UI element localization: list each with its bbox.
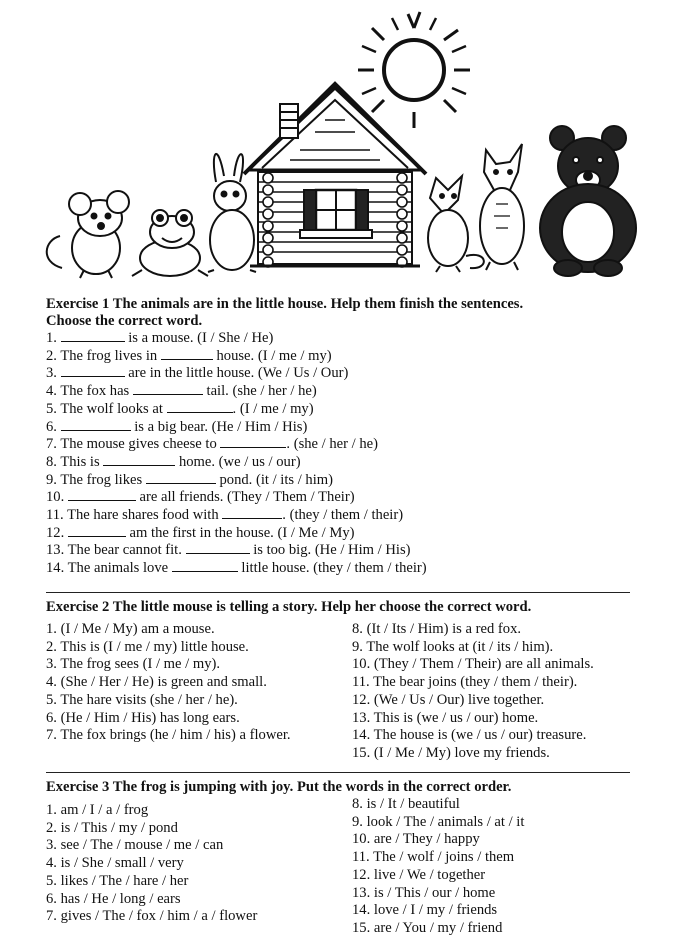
exercise-3-right-column [352, 796, 524, 938]
sentence-start: 6. [46, 418, 61, 435]
sentence-start: 5. The wolf looks at [46, 400, 167, 417]
divider-1 [46, 592, 630, 593]
exercise-3-item: 7. gives / The / fox / him / a / flower [46, 908, 258, 925]
divider-2 [46, 772, 630, 773]
answer-blank[interactable] [222, 507, 282, 519]
bear-figure [540, 126, 636, 276]
exercise-3-item: 9. look / The / animals / at / it [352, 813, 525, 830]
exercise-3-item: 12. live / We / together [352, 866, 486, 883]
exercise-1-title: Exercise 1 The animals are in the little house. Help them finish the sentences. [46, 296, 524, 312]
exercise-3-title: Exercise 3 The frog is jumping with joy. Put the words in the correct order. [46, 779, 512, 795]
exercise-1-sentence [46, 560, 636, 578]
exercise-3-item: 13. is / This / our / home [352, 884, 496, 901]
exercise-1-subtitle: Choose the correct word. [46, 313, 203, 329]
exercise-3-item: 5. likes / The / hare / her [46, 872, 189, 889]
sentence-start: 8. This is [46, 453, 104, 470]
exercise-2-item: 2. This is (I / me / my) little house. [46, 638, 249, 655]
mouse-figure [47, 191, 129, 278]
exercise-1-sentence [46, 454, 636, 472]
sentence-start: 14. The animals love [46, 560, 172, 577]
exercise-1-sentence [46, 383, 636, 401]
exercise-2-item: 15. (I / Me / My) love my friends. [352, 744, 550, 761]
exercise-3-item: 2. is / This / my / pond [46, 819, 178, 836]
sentence-end: pond. (it / its / him) [215, 471, 333, 488]
answer-blank[interactable] [61, 365, 125, 377]
sentence-end: . (I / me / my) [232, 400, 314, 417]
exercise-1-sentence [46, 507, 636, 525]
sentence-start: 7. The mouse gives cheese to [46, 436, 221, 453]
exercise-1-sentence [46, 472, 636, 490]
answer-blank[interactable] [186, 542, 250, 554]
exercise-2 [46, 599, 636, 763]
exercise-1-sentence [46, 330, 636, 348]
sentence-start: 13. The bear cannot fit. [46, 542, 186, 559]
exercise-2-item: 8. (It / Its / Him) is a red fox. [352, 621, 522, 637]
sentence-end: house. (I / me / my) [212, 347, 332, 364]
answer-blank[interactable] [161, 348, 213, 360]
sun-icon [358, 12, 470, 128]
exercise-3-item: 6. has / He / long / ears [46, 890, 181, 907]
exercise-1 [46, 296, 636, 578]
sentence-start: 4. The fox has [46, 383, 133, 400]
log-cabin [244, 84, 426, 267]
exercise-2-item: 5. The hare visits (she / her / he). [46, 691, 238, 708]
sentence-start: 1. [46, 330, 61, 346]
sentence-end: . (she / her / he) [286, 436, 378, 453]
answer-blank[interactable] [172, 560, 238, 572]
exercise-2-item: 11. The bear joins (they / them / their). [352, 674, 578, 691]
answer-blank[interactable] [68, 489, 136, 501]
answer-blank[interactable] [167, 401, 233, 413]
answer-blank[interactable] [103, 454, 175, 466]
exercise-2-title: Exercise 2 The little mouse is telling a story. Help her choose the correct word. [46, 599, 532, 615]
sentence-start: 9. The frog likes [46, 471, 146, 488]
exercise-1-items [46, 330, 636, 578]
exercise-2-item: 13. This is (we / us / our) home. [352, 709, 539, 726]
answer-blank[interactable] [61, 330, 125, 342]
exercise-2-item: 12. (We / Us / Our) live together. [352, 691, 545, 708]
exercise-3-item: 4. is / She / small / very [46, 855, 184, 872]
exercise-2-item: 9. The wolf looks at (it / its / him). [352, 638, 554, 655]
sentence-end: are all friends. (They / Them / Their) [135, 489, 355, 506]
exercise-3-item: 8. is / It / beautiful [352, 796, 460, 812]
exercise-3-item: 14. love / I / my / friends [352, 902, 498, 919]
exercise-3-left-column [46, 796, 352, 938]
exercise-1-sentence [46, 348, 636, 366]
answer-blank[interactable] [146, 472, 216, 484]
sentence-end: home. (we / us / our) [175, 453, 301, 470]
sentence-end: is too big. (He / Him / His) [249, 542, 411, 559]
exercise-1-sentence [46, 489, 636, 507]
exercise-3 [46, 779, 636, 938]
exercise-3-item: 3. see / The / mouse / me / can [46, 837, 224, 854]
answer-blank[interactable] [220, 436, 286, 448]
answer-blank[interactable] [61, 419, 131, 431]
sentence-end: tail. (she / her / he) [202, 383, 317, 400]
exercise-1-sentence [46, 419, 636, 437]
sentence-start: 11. The hare shares food with [46, 507, 223, 524]
exercise-2-item: 4. (She / Her / He) is green and small. [46, 674, 267, 691]
exercise-3-item: 11. The / wolf / joins / them [352, 849, 515, 866]
sentence-start: 10. [46, 489, 68, 506]
exercise-2-right-column [352, 621, 594, 763]
sentence-end: little house. (they / them / their) [237, 560, 427, 577]
animals-house-illustration [0, 0, 673, 290]
frog-figure [132, 210, 208, 276]
sentence-end: . (they / them / their) [282, 507, 404, 524]
sentence-start: 2. The frog lives in [46, 347, 161, 364]
exercise-1-sentence [46, 365, 636, 383]
fox-figure [428, 176, 484, 272]
exercise-3-item: 1. am / I / a / frog [46, 802, 149, 818]
sentence-end: am the first in the house. (I / Me / My) [125, 524, 355, 541]
exercise-2-item: 3. The frog sees (I / me / my). [46, 656, 220, 673]
exercise-2-item: 7. The fox brings (he / him / his) a flower. [46, 727, 291, 744]
exercise-2-left-column [46, 621, 352, 763]
sentence-end: is a mouse. (I / She / He) [124, 330, 274, 346]
exercise-2-item: 10. (They / Them / Their) are all animals. [352, 656, 594, 673]
exercise-3-item: 15. are / You / my / friend [352, 919, 503, 936]
exercise-1-sentence [46, 542, 636, 560]
sentence-end: are in the little house. (We / Us / Our) [124, 365, 349, 382]
sentence-end: is a big bear. (He / Him / His) [130, 418, 308, 435]
exercise-2-item: 1. (I / Me / My) am a mouse. [46, 621, 215, 637]
exercise-2-item: 6. (He / Him / His) has long ears. [46, 709, 240, 726]
sentence-start: 3. [46, 365, 61, 382]
wolf-figure [480, 144, 524, 270]
answer-blank[interactable] [133, 383, 203, 395]
exercise-1-sentence [46, 401, 636, 419]
exercise-3-item: 10. are / They / happy [352, 831, 480, 848]
exercise-1-sentence [46, 525, 636, 543]
answer-blank[interactable] [68, 525, 126, 537]
sentence-start: 12. [46, 524, 68, 541]
exercise-1-sentence [46, 436, 636, 454]
exercise-2-item: 14. The house is (we / us / our) treasure. [352, 727, 587, 744]
